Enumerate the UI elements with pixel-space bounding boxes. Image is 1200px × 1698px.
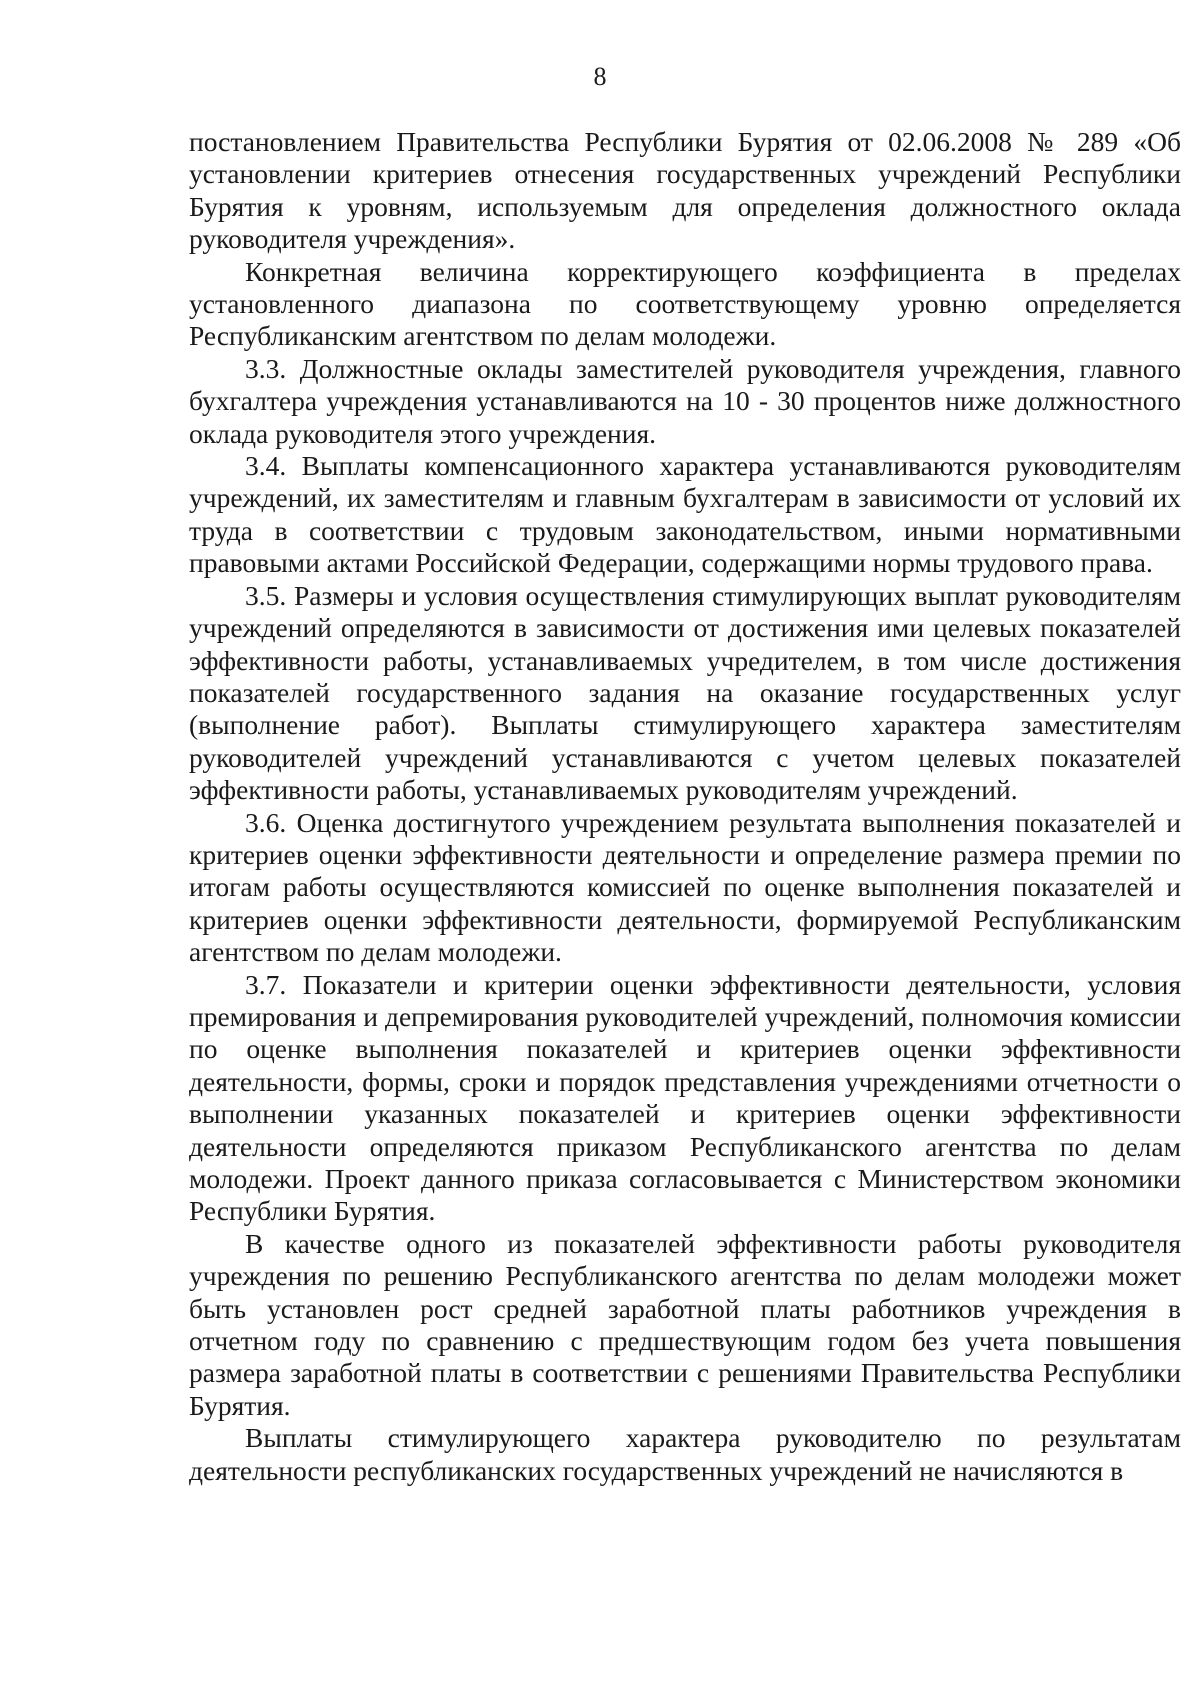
paragraph-stimulating-payments: Выплаты стимулирующего характера руководителю по результатам деятельности республиканских государственных учреждений не начисляются в [189,1422,1181,1486]
paragraph-3-4: 3.4. Выплаты компенсационного характера устанавливаются руководителям учреждений, их заместителям и главным бухгалтерам в зависимости от условий их труда в соответствии с трудовым законодательством, иными нормативными правовыми актами Российской Федерации, содержащими нормы трудового права. [189,450,1181,579]
paragraph-coefficient: Конкретная величина корректирующего коэффициента в пределах установленного диапазона по соответствующему уровню определяется Республиканским агентством по делам молодежи. [189,255,1181,352]
document-body [189,126,1181,1487]
paragraph-3-5: 3.5. Размеры и условия осуществления стимулирующих выплат руководителям учреждений определяются в зависимости от достижения ими целевых показателей эффективности работы, устанавливаемых учредителем, в том числе достижения показателей государственного задания на оказание государственных услуг (выполнение работ). Выплаты стимулирующего характера заместителям руководителей учреждений устанавливаются с учетом целевых показателей эффективности работы, устанавливаемых руководителям учреждений. [189,579,1181,806]
paragraph-3-3: 3.3. Должностные оклады заместителей руководителя учреждения, главного бухгалтера учреждения устанавливаются на 10 - 30 процентов ниже должностного оклада руководителя этого учреждения. [189,352,1181,449]
paragraph-continuation: постановлением Правительства Республики Бурятия от 02.06.2008 № 289 «Об установлении критериев отнесения государственных учреждений Республики Бурятия к уровням, используемым для определения должностного оклада руководителя учреждения». [189,126,1181,255]
paragraph-salary-growth: В качестве одного из показателей эффективности работы руководителя учреждения по решению Республиканского агентства по делам молодежи может быть установлен рост средней заработной платы работников учреждения в отчетном году по сравнению с предшествующим годом без учета повышения размера заработной платы в соответствии с решениями Правительства Республики Бурятия. [189,1227,1181,1421]
paragraph-3-6: 3.6. Оценка достигнутого учреждением результата выполнения показателей и критериев оценки эффективности деятельности и определение размера премии по итогам работы осуществляются комиссией по оценке выполнения показателей и критериев оценки эффективности деятельности, формируемой Республиканским агентством по делам молодежи. [189,806,1181,968]
page-number: 8 [593,62,607,91]
paragraph-3-7: 3.7. Показатели и критерии оценки эффективности деятельности, условия премирования и депремирования руководителей учреждений, полномочия комиссии по оценке выполнения показателей и критериев оценки эффективности деятельности, формы, сроки и порядок представления учреждениями отчетности о выполнении указанных показателей и критериев оценки эффективности деятельности определяются приказом Республиканского агентства по делам молодежи. Проект данного приказа согласовывается с Министерством экономики Республики Бурятия. [189,968,1181,1227]
